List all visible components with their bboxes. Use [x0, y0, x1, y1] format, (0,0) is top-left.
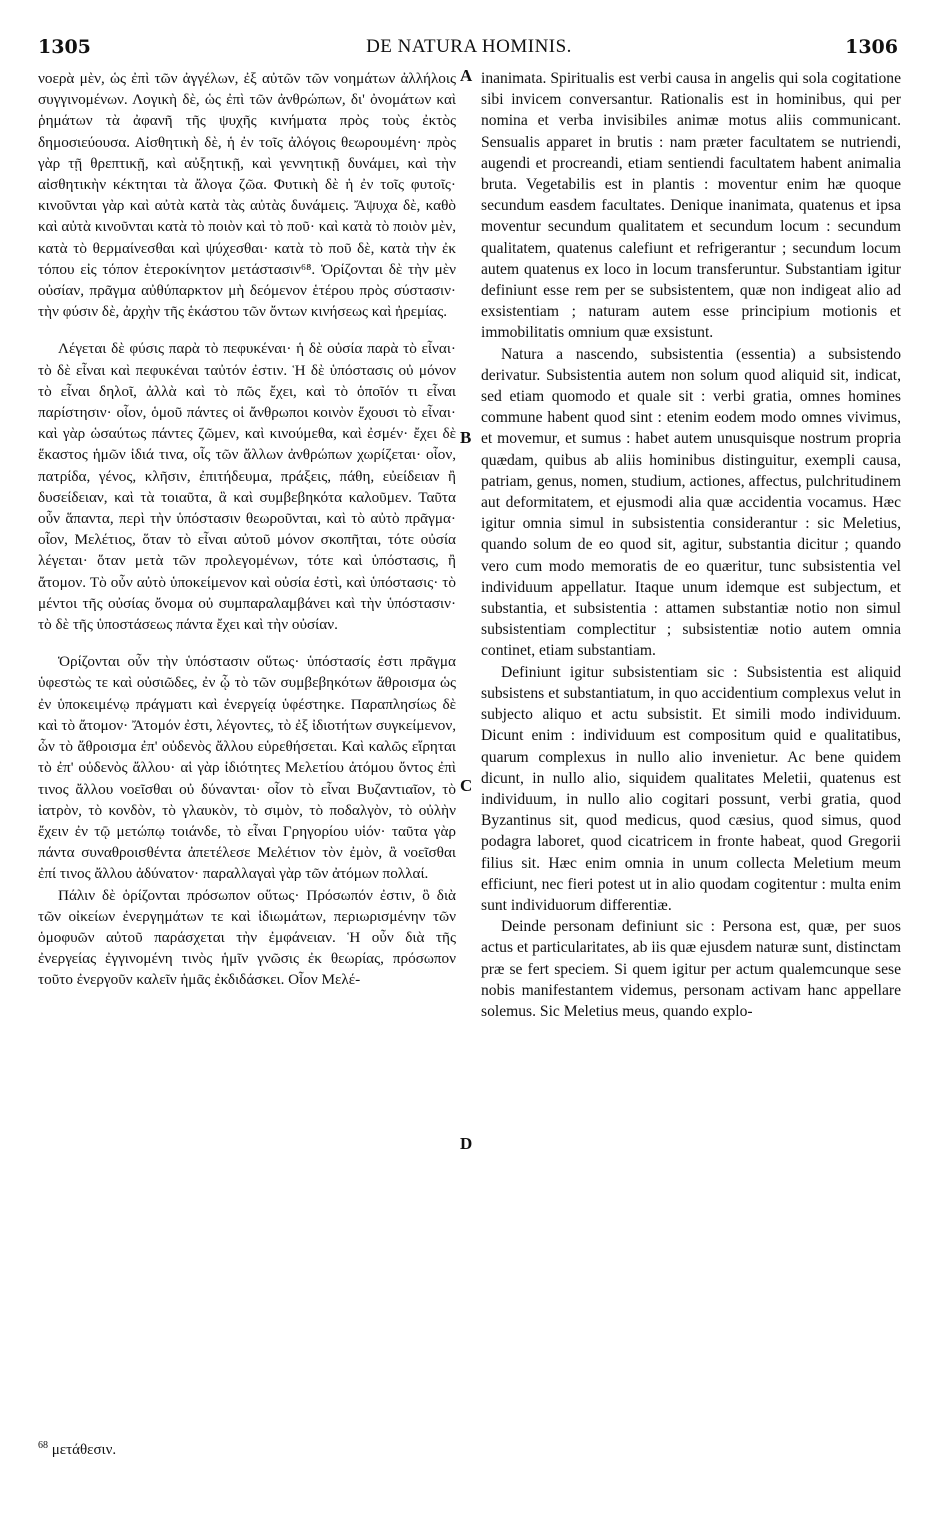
margin-marker-d: D — [460, 1134, 473, 1153]
running-title: DE NATURA HOMINIS. — [366, 36, 572, 57]
greek-paragraph-3: Ὁρίζονται οὖν τὴν ὑπόστασιν οὕτως· ὑπόστασίς ἐστι πρᾶγμα ὑφεστὼς τε καὶ οὐσιῶδες, ἐν ᾧ τὸ τῶν συμβεβηκότων ἄθροισμα ὡς ἐν ὑποκειμένῳ πράγματι καὶ ἐνεργείᾳ ὑφέστηκε. Παραπλησίως δὲ καὶ τὸ ἄτομον· Ἄτομόν ἐστι, λέγοντες, τὸ ἐξ ἰδιοτήτων συγκείμενον, ὧν τὸ ἄθροισμα ἐπ' οὐδενὸς ἄλλου εὑρεθήσεται. Καὶ καλῶς εἴρηται τὸ ἐπ' οὐδενὸς ἄλλου· αἱ γὰρ ἰδιότητες Μελετίου ἀτόμου ὄντος ἐπὶ τινος ἄλλου νοεῖσθαι οὐ δύνανται· οἷον τὸ εἶναι Βυζαντιαῖον, τὸ ἰατρὸν, τὸ κονδὸν, τὸ γλαυκὸν, τὸ σιμὸν, τὸ ποδαλγὸν, τὸ οὐλὴν ἔχειν ἐν τῷ μετώπῳ τοιάνδε, τὸ εἶναι Γρηγορίου υἱόν· ταῦτα γὰρ πάντα συναθροισθέντα ἀπετέλεσε Μελέτιον τὸν ἐμὸν, ἃ νοεῖσθαι ἐπί τινος ἄλλου ἀδύνατον· παραλλαγαὶ γὰρ τῶν ἀτόμων πολλαί. — [38, 653, 456, 883]
margin-marker-c: C — [460, 776, 473, 795]
greek-column — [38, 68, 456, 991]
margin-marker-b: B — [460, 428, 472, 447]
latin-paragraph-4: Deinde personam definiunt sic : Persona est, quæ, per suos actus et particularitates, ab iis quæ ejusdem naturæ sunt, distinctam præ se fert speciem. Si quem igitur per actum qualemcunque sese nobis manifestantem videmus, personam activam hanc appellare solemus. Sic Meletius meus, quando explo- — [481, 918, 901, 1020]
page-header — [0, 36, 938, 62]
latin-paragraph-1: inanimata. Spiritualis est verbi causa in angelis qui sola cogitatione sibi invicem conversantur. Rationalis est in hominibus, qui per nomina et verba invisibiles animæ motus aliis communicant. Sensualis apparet in brutis : nam præter facultatem se nutriendi, augendi et procreandi, etiam sentiendi facultatem habent animalia bruta. Vegetabilis est in plantis : moventur enim hæ quoque secundum easdem facultates. Denique inanimata, quatenus et ipsa moventur secundum qualitatem et secundum locum : secundum qualitatem, quatenus calefiunt et refrigerantur ; secundum locum autem quatenus ex loco in locum transferuntur. Substantiam igitur definiunt esse rem per se subsistentem, quæ non indigeat alio ad exsistentiam ; naturam autem esse principium motionis et immobilitatis omnium quæ exsistunt. — [481, 70, 901, 342]
greek-paragraph-1: νοερὰ μὲν, ὡς ἐπὶ τῶν ἀγγέλων, ἐξ αὐτῶν τῶν νοημάτων ἀλλήλοις συγγινομένων. Λογικὴ δὲ, ὡς ἐπὶ τῶν ἀνθρώπων, δι' ὀνομάτων καὶ ῥημάτων τὰ ἀφανῆ τῆς ψυχῆς κινήματα πρὸς τοὺς ἐκτὸς δημοσιεύουσα. Αἰσθητικὴ δὲ, ἡ ἐν τοῖς ἀλόγοις θεωρουμένη· πρὸς γὰρ τῇ θρεπτικῇ, καὶ αὐξητικῇ, καὶ γεννητικῇ δυνάμει, καὶ τὴν αἰσθητικὴν κέκτηται τὰ ἄλογα ζῶα. Φυτικὴ δὲ ἡ ἐν τοῖς φυτοῖς· κινοῦνται γὰρ καὶ αὐτὰ κατὰ τὰς αὐτὰς δυνάμεις. Ἄψυχα δὲ, καθὸ καὶ αὐτὰ κινοῦνται κατὰ τὸ ποιὸν καὶ τὸ ποῦ· καὶ κατὰ τὸ ποιὸν μὲν, κατὰ τὸ θερμαίνεσθαι καὶ ψύχεσθαι· κατὰ τὸ ποῦ δὲ, κατὰ τὴν ἐκ τόπου εἰς τόπον ἑτεροκίνητον μετάστασιν⁶⁸. Ὁρίζονται δὲ τὴν μὲν οὐσίαν, πρᾶγμα αὐθύπαρκτον μὴ δεόμενον ἑτέρου πρὸς σύστασιν· τὴν φύσιν δὲ, ἀρχὴν τῆς ἑκάστου τῶν ὄντων κινήσεως καὶ ἠρεμίας. — [38, 70, 456, 321]
footnote-mark: 68 — [38, 1440, 48, 1451]
margin-marker-a: A — [460, 66, 473, 85]
greek-paragraph-2: Λέγεται δὲ φύσις παρὰ τὸ πεφυκέναι· ἡ δὲ οὐσία παρὰ τὸ εἶναι· τὸ δὲ εἶναι καὶ πεφυκέναι ταὐτόν ἐστιν. Ἡ δὲ ὑπόστασις οὐ μόνον τὸ εἶναι δηλοῖ, ἀλλὰ καὶ τὸ πῶς ἔχει, καὶ τὸ ὁποῖόν τι εἶναι παρίστησιν· οἷον, ὁμοῦ πάντες οἱ ἄνθρωποι κοινὸν ἔχουσι τὸ εἶναι· καὶ γὰρ ὡσαύτως πάντες ζῶμεν, καὶ κινούμεθα, καὶ ἐσμέν· ἔχει δὲ ἕκαστος ἡμῶν ἰδιά τινα, οἷς τῶν ἄλλων ἀνθρώπων χωρίζεται· οἷον, πατρίδα, γένος, κλῆσιν, ἐπιτήδευμα, πράξεις, πάθη, εὐείδειαν ἢ δυσείδειαν, καὶ τὰ τοιαῦτα, ἃ καὶ συμβεβηκότα καλοῦμεν. Ταῦτα οὖν ἅπαντα, περὶ τὴν ὑπόστασιν θεωροῦνται, καὶ τὸ αὐτὸ πρᾶγμα· οἷον, Μελέτιος, ὅταν τὸ εἶναι αὐτοῦ μόνον σκοπῆται, τότε οὐσία λέγεται· ὅταν μετὰ τῶν προλεγομένων, τότε καὶ ὑπόστασις, ἢ ἄτομον. Τὸ οὖν αὐτὸ ὑποκείμενον καὶ οὐσία ἐστὶ, καὶ ὑπόστασις· τὸ μέντοι τῆς οὐσίας ὄνομα οὐ συμπαραλαμβάνει καὶ τὴν ὑπόστασιν· τὸ δὲ τῆς ὑποστάσεως πάντα ἔχει καὶ τὴν οὐσίαν. — [38, 340, 456, 634]
footnote — [38, 1440, 116, 1459]
page-number-right: 1306 — [845, 36, 898, 58]
greek-paragraph-4: Πάλιν δὲ ὁρίζονται πρόσωπον οὕτως· Πρόσωπόν ἐστιν, ὃ διὰ τῶν οἰκείων ἐνεργημάτων τε καὶ ἰδιωμάτων, περιωρισμένην τῶν ὁμοφυῶν αὐτοῦ παράσχεται τὴν ἐμφάνειαν. Ἡ οὖν διὰ τῆς ἐνεργείας ἐγγινομένη τινὸς ἡμῖν γνῶσις ἐκ θεωρίας, πρόσωπον τοῦτο ἐνεργοῦν καλεῖν ἡμᾶς ἐκδιδάσκει. Οἷον Μελέ- — [38, 886, 456, 989]
footnote-text: μετάθεσιν. — [51, 1442, 117, 1458]
latin-column — [481, 68, 901, 1022]
latin-paragraph-2: Natura a nascendo, subsistentia (essentia) a subsistendo derivatur. Subsistentia autem non solum quod aliquid sit, indicat, sed etiam quomodo et quale sit : verbi gratia, omnes homines commune habent quod sint : etenim eodem modo omnes vivimus, et movemur, et sumus : habet autem unusquisque nostrum propria quædam, quibus ab aliis hominibus distinguitur, exempli causa, patriam, genus, nomen, studium, actiones, affectus, pulchritudinem aut deformitatem, et ejusmodi alia quæ accidentia vocamus. Hæc igitur omnia simul in subsistentia considerantur : sic Meletius, quando solum de eo quod sit, agitur, substantia dicitur ; quando vero cum modo memoratis de eo quæritur, tunc subsistentia vel individuum appellatur. Itaque unum idemque est subjectum, et substantia, et subsistentia : attamen substantiæ notio non simul subsistentiam complectitur ; subsistentiæ notio autem omnia continet, etiam substantiam. — [481, 345, 901, 660]
page-number-left: 1305 — [38, 36, 91, 58]
latin-paragraph-3: Definiunt igitur subsistentiam sic : Subsistentia est aliquid subsistens et substantiatum, in quo accidentium complexus velut in subjecto aliquo et actu subsistit. Et simili modo individuum. Dicunt enim : individuum est compositum quid e qualitatibus, quarum complexus in nullo alio invenietur. Ac bene quidem dicunt, in nullo alio, siquidem qualitates Meletii, quatenus est individuum, in nullo alio cogitari possunt, verbi gratia, quod Byzantinus sit, quod medicus, quod cæsius, quod simus, quod podagra laboret, quod cicatricem in fronte habeat, quod Gregorii filius sit. Hæc enim omnia in unum collecta Meletium meum efficiunt, nec fieri potest ut in alio quodam cogitentur : multa enim sunt individuorum differentiæ. — [481, 663, 901, 914]
